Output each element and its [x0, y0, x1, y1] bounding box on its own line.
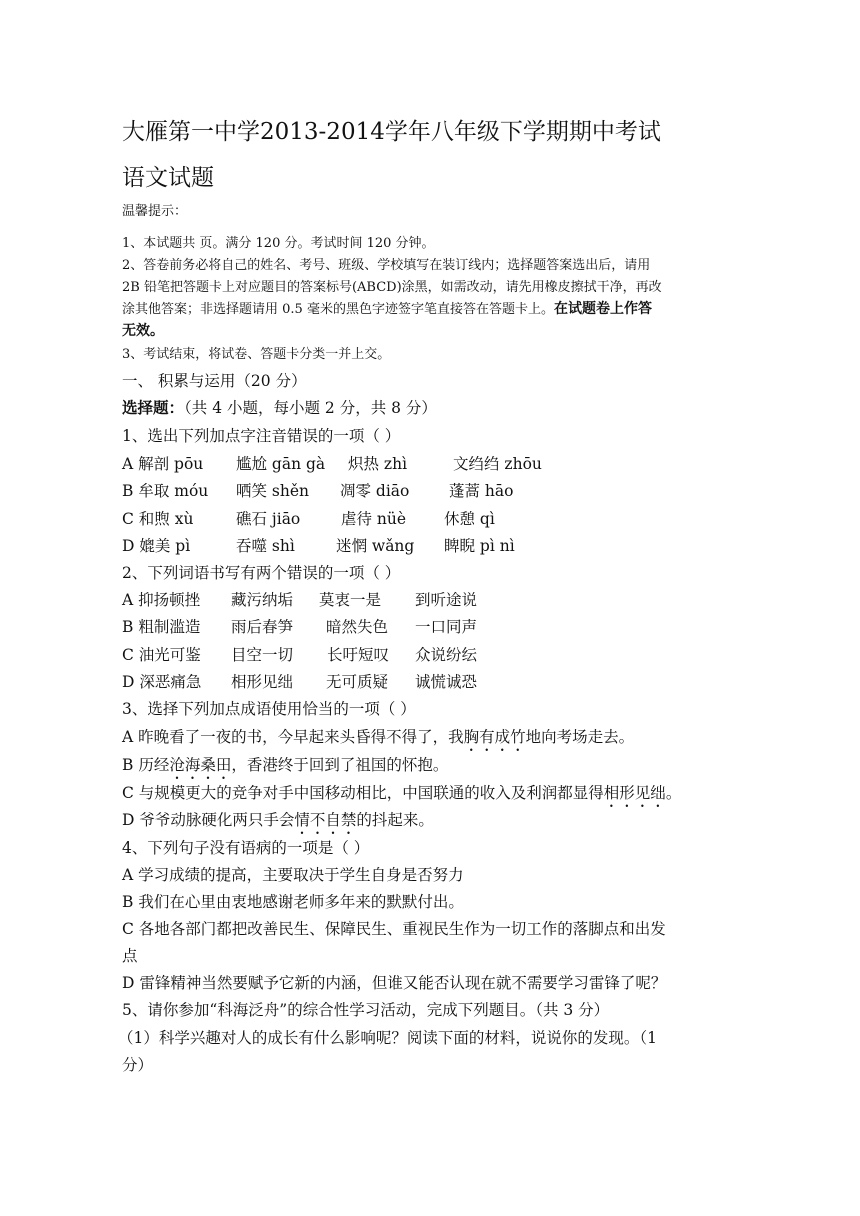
q2-option-a-4: 到听途说 [415, 591, 478, 609]
q2-option-a-3: 莫衷一是 [319, 591, 382, 609]
exam-title: 大雁第一中学2013-2014学年八年级下学期期中考试 [122, 119, 661, 145]
q1-option-a-3: 炽热 zhì [348, 455, 408, 473]
q2-option-d-3: 无可质疑 [326, 673, 389, 691]
q2-option-d-2: 相形见绌 [231, 673, 294, 691]
tips-line-2c-bold: 在试题卷上作答 [553, 301, 652, 317]
tips-line-2a: 2、答卷前务必将自己的姓名、考号、班级、学校填写在装订线内；选择题答案选出后，请用 [122, 258, 651, 273]
q1-option-c-4: 休憩 qì [444, 510, 495, 528]
q3-d-text-end: 的抖起来。 [356, 811, 434, 829]
q3-d-text: D 爷爷动脉硬化两只手会 [122, 811, 295, 829]
q3-b-text-end: ，香港终于回到了祖国的怀抱。 [231, 756, 449, 774]
tips-line-1: 1、本试题共 页。满分 120 分。考试时间 120 分钟。 [122, 236, 435, 251]
q1-option-c-3: 虐待 nüè [341, 510, 407, 528]
tips-line-2c [122, 299, 652, 320]
q1-stem: 1、选出下列加点字注音错误的一项（ ） [122, 427, 401, 445]
q3-b-idiom: 沧海桑田 [169, 756, 232, 774]
q3-option-d [122, 808, 434, 838]
q5-sub1-line-1: （1）科学兴趣对人的成长有什么影响呢？阅读下面的材料，说说你的发现。（1 [118, 1029, 657, 1047]
q1-option-c-2: 礁石 jiāo [236, 510, 301, 528]
q3-c-idiom: 相形见绌 [603, 784, 666, 802]
tips-line-2c-text: 涂其他答案；非选择题请用 0.5 毫米的黑色字迹签字笔直接答在答题卡上。 [122, 302, 554, 317]
choice-section-heading [122, 396, 437, 418]
q3-d-idiom: 情不自禁 [294, 811, 357, 829]
tips-line-2b: 2B 铅笔把答题卡上对应题目的答案标号(ABCD)涂黑，如需改动，请先用橡皮擦拭干净，再改 [122, 280, 662, 295]
q4-stem: 4、下列句子没有语病的一项是（ ） [122, 839, 370, 857]
q4-option-d: D 雷锋精神当然要赋予它新的内涵，但谁又能否认现在就不需要学习雷锋了呢？ [122, 974, 667, 992]
q2-option-d-4: 诚慌诚恐 [415, 673, 478, 691]
q3-option-a [122, 725, 634, 755]
q3-b-text: B 历经 [122, 756, 170, 774]
q2-option-b-1: B 粗制滥造 [122, 618, 201, 636]
choice-desc: （共 4 小题，每小题 2 分，共 8 分） [184, 399, 437, 417]
q2-option-d-1: D 深恶痛急 [122, 673, 202, 691]
q1-option-a-1: A 解剖 pōu [122, 455, 204, 473]
q2-option-c-1: C 油光可鉴 [122, 646, 201, 664]
q2-option-c-3: 长吁短叹 [327, 646, 390, 664]
tips-line-2d: 无效。 [122, 323, 164, 339]
q2-option-c-4: 众说纷纭 [415, 646, 478, 664]
q5-sub1-line-2: 分） [122, 1056, 154, 1074]
q1-option-d-3: 迷惘 wǎng [336, 537, 415, 555]
q1-option-a-4: 文绉绉 zhōu [453, 455, 542, 473]
q3-c-text: C 与规模更大的竞争对手中国移动相比，中国联通的收入及利润都显得 [122, 784, 604, 802]
q3-c-text-end: 。 [665, 784, 682, 802]
q1-option-b-3: 凋零 diāo [340, 482, 410, 500]
q2-option-c-2: 目空一切 [231, 646, 294, 664]
exam-subtitle: 语文试题 [122, 165, 214, 191]
q4-option-b: B 我们在心里由衷地感谢老师多年来的默默付出。 [122, 893, 464, 911]
q5-stem: 5、请你参加“科海泛舟”的综合性学习活动，完成下列题目。（共 3 分） [122, 1001, 610, 1019]
q2-option-b-3: 暗然失色 [326, 618, 389, 636]
q2-option-a-1: A 抑扬顿挫 [122, 591, 201, 609]
q3-a-text: A 昨晚看了一夜的书，今早起来头昏得不得了，我 [122, 728, 464, 746]
q3-option-b [122, 753, 448, 783]
q1-option-b-4: 蓬蒿 hāo [449, 482, 514, 500]
q4-option-a: A 学习成绩的提高，主要取决于学生自身是否努力 [122, 866, 464, 884]
choice-label: 选择题： [122, 398, 185, 417]
q1-option-b-2: 哂笑 shěn [236, 482, 310, 500]
tips-heading: 温馨提示： [122, 204, 188, 219]
q4-option-c-line-1: C 各地各部门都把改善民生、保障民生、重视民生作为一切工作的落脚点和出发 [122, 920, 666, 938]
q1-option-d-2: 吞噬 shì [236, 537, 295, 555]
q1-option-c-1: C 和煦 xù [122, 510, 194, 528]
q1-option-a-2: 尴尬 gān gà [236, 455, 326, 473]
q2-option-a-2: 藏污纳垢 [231, 591, 294, 609]
q3-option-c [122, 781, 681, 811]
tips-line-3: 3、考试结束，将试卷、答题卡分类一并上交。 [122, 347, 391, 362]
q3-a-idiom: 胸有成竹 [463, 728, 526, 746]
q2-option-b-2: 雨后春笋 [231, 618, 294, 636]
q3-a-text-end: 地向考场走去。 [525, 728, 635, 746]
q4-option-c-line-2: 点 [122, 947, 138, 965]
q1-option-d-4: 睥睨 pì nì [444, 537, 515, 555]
q2-stem: 2、下列词语书写有两个错误的一项（ ） [122, 564, 401, 582]
q1-option-b-1: B 牟取 móu [122, 482, 209, 500]
q3-stem: 3、选择下列加点成语使用恰当的一项（ ） [122, 700, 416, 718]
q1-option-d-1: D 媲美 pì [122, 537, 191, 555]
section-1-heading: 一、 积累与运用（20 分） [122, 372, 307, 390]
q2-option-b-4: 一口同声 [415, 618, 478, 636]
